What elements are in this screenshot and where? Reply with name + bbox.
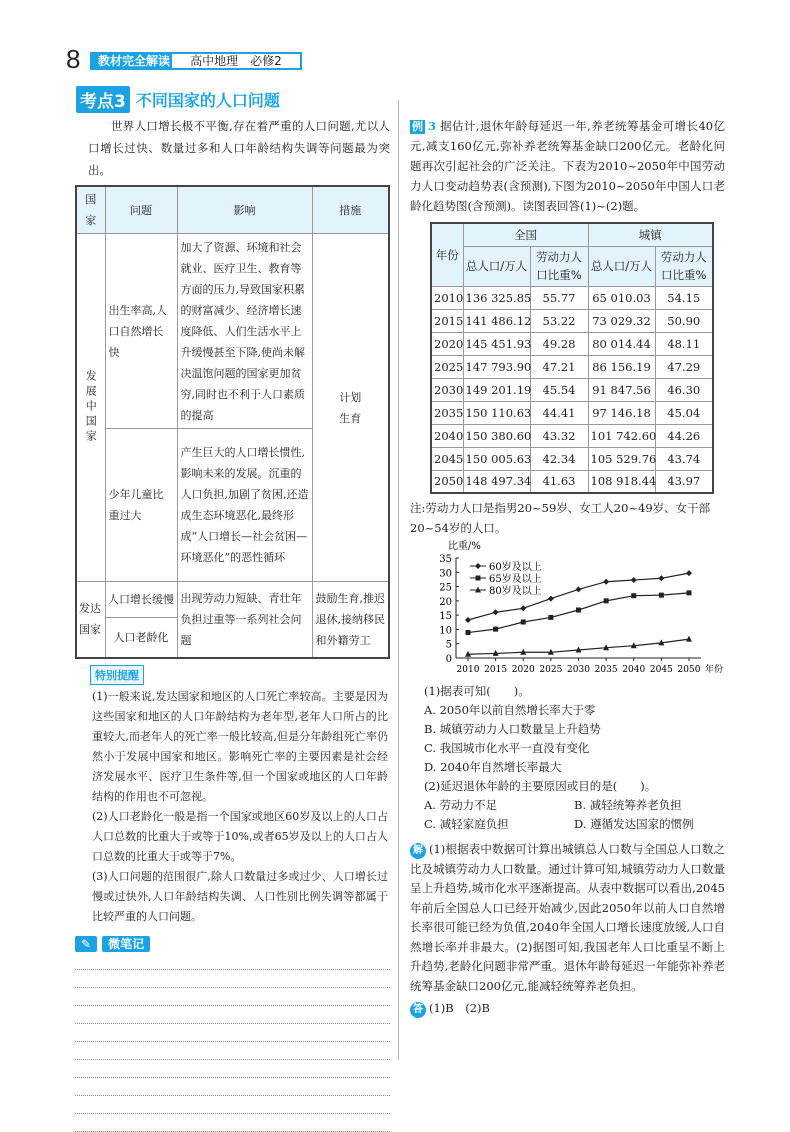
measure-cell: 计划生育 — [312, 234, 389, 582]
legend-marker — [476, 576, 481, 581]
book-name: 高中地理 必修2 — [190, 54, 282, 68]
table-row — [431, 447, 713, 470]
y-tick-label: 15 — [439, 611, 452, 623]
note-line — [75, 1006, 390, 1024]
option: A. 劳动力不足 — [424, 798, 498, 812]
table-cell: 136 325.85 — [463, 286, 530, 309]
y-tick-label: 30 — [439, 568, 452, 580]
table-cell: 2035 — [431, 401, 463, 424]
answer-tag: 答 — [410, 1002, 426, 1018]
data-point — [521, 620, 526, 625]
note-line — [75, 1078, 390, 1096]
table-cell: 2045 — [431, 447, 463, 470]
table-cell: 150 110.63 — [463, 401, 530, 424]
y-tick-label: 5 — [445, 639, 452, 651]
pencil-icon: ✎ — [75, 936, 97, 952]
note-line — [75, 1042, 390, 1060]
option: B. 城镇劳动力人口数量呈上升趋势 — [424, 722, 601, 736]
col-header: 问题 — [105, 186, 177, 234]
left-column — [75, 115, 390, 1132]
country-type: 发达国家 — [79, 602, 101, 637]
table-cell: 2015 — [431, 309, 463, 332]
table-cell: 55.77 — [530, 286, 588, 309]
table-cell: 2010 — [431, 286, 463, 309]
table-cell: 43.74 — [655, 447, 713, 470]
example-question — [410, 116, 725, 216]
x-tick-label: 2010 — [456, 665, 480, 675]
note-lines — [75, 952, 390, 1132]
question-2: (2)延迟退休年龄的主要原因或目的是( )。 — [424, 779, 657, 793]
x-tick-label: 2050 — [677, 665, 701, 675]
table-cell: 44.26 — [655, 424, 713, 447]
table-cell: 141 486.12 — [463, 309, 530, 332]
note-line — [75, 952, 390, 970]
data-point — [466, 630, 471, 635]
x-tick-label: 2040 — [622, 665, 646, 675]
tip-item: (1)一般来说,发达国家和地区的人口死亡率较高。主要是因为这些国家和地区的人口年龄结构为老年型,老年人口所占的比重较大,而老年人的死亡率一般比较高,但是分年龄组死亡率仍然小于发展中国家和地区。影响死亡率的主要因素是社会经济发展水平、医疗卫生条件等,但一个国家或地区的人口年龄结构的作用也不可忽视。 — [92, 689, 388, 803]
note-line — [75, 1024, 390, 1042]
col-header: 总人口/万人 — [588, 246, 655, 286]
data-point — [604, 598, 609, 603]
note-line — [75, 1096, 390, 1114]
table-row — [431, 401, 713, 424]
data-point — [631, 577, 637, 583]
data-point — [686, 636, 692, 642]
measure-cell: 鼓励生育,推迟退休,接纳移民和外籍劳工 — [312, 582, 389, 658]
x-tick-label: 2035 — [594, 665, 618, 675]
problem-cell: 出生率高,人口自然增长快 — [105, 234, 177, 429]
table-cell: 145 451.93 — [463, 332, 530, 355]
data-point — [603, 579, 609, 585]
table-cell: 108 918.44 — [588, 470, 655, 493]
table-cell: 45.04 — [655, 401, 713, 424]
x-axis-label: 年份 — [705, 665, 724, 675]
x-tick-label: 2015 — [484, 665, 508, 675]
data-point — [465, 617, 471, 623]
y-tick-label: 0 — [445, 654, 452, 665]
option: D. 遵循发达国家的惯例 — [574, 817, 694, 831]
section-title: 不同国家的人口问题 — [135, 91, 280, 110]
data-point — [576, 586, 582, 592]
table-cell: 97 146.18 — [588, 401, 655, 424]
right-column — [410, 116, 725, 1018]
col-header: 全国 — [463, 223, 588, 246]
question-1: (1)据表可知( )。 — [424, 684, 530, 698]
tip-item: (2)人口老龄化一般是指一个国家或地区60岁及以上的人口占人口总数的比重大于或等于10%,或者65岁及以上的人口占人口总数的比重大于或等于7%。 — [92, 809, 388, 863]
legend-label: 65岁及以上 — [489, 574, 542, 585]
table-cell: 147 793.90 — [463, 355, 530, 378]
section-heading — [76, 86, 280, 113]
table-row — [431, 470, 713, 493]
col-header: 国家 — [76, 186, 105, 234]
table-cell: 65 010.03 — [588, 286, 655, 309]
table-cell: 80 014.44 — [588, 332, 655, 355]
series-line — [468, 593, 689, 633]
solution — [410, 840, 725, 996]
table-row — [431, 286, 713, 309]
legend-label: 80岁及以上 — [489, 586, 542, 597]
table-cell: 54.15 — [655, 286, 713, 309]
table-cell: 47.21 — [530, 355, 588, 378]
data-point — [493, 609, 499, 615]
note-line — [75, 988, 390, 1006]
legend-marker — [475, 563, 481, 569]
y-tick-label: 20 — [439, 596, 452, 608]
table-cell: 91 847.56 — [588, 378, 655, 401]
legend-label: 60岁及以上 — [489, 562, 542, 573]
table-cell: 150 380.60 — [463, 424, 530, 447]
table-cell: 150 005.63 — [463, 447, 530, 470]
solution-tag: 解 — [410, 843, 426, 859]
col-header: 劳动力人口比重% — [530, 246, 588, 286]
col-header: 城镇 — [588, 223, 713, 246]
impact-cell: 加大了资源、环境和社会就业、医疗卫生、教育等方面的压力,导致国家积累的财富减少、经济增长速度降低、人们生活水平上升缓慢甚至下降,使尚未解决温饱问题的国家更加贫穷,同时也不利于人口素质的提高 — [177, 234, 312, 429]
y-tick-label: 10 — [439, 625, 452, 637]
table-cell: 45.54 — [530, 378, 588, 401]
impact-cell: 出现劳动力短缺、青壮年负担过重等一系列社会问题 — [177, 582, 312, 658]
table-cell: 49.28 — [530, 332, 588, 355]
data-point — [687, 590, 692, 595]
impact-cell: 产生巨大的人口增长惯性,影响未来的发展。沉重的人口负担,加剧了贫困,还造成生态环境恶化,最终形成“人口增长—社会贫困—环境恶化”的恶性循环 — [177, 429, 312, 582]
notes-label: 微笔记 — [102, 936, 150, 952]
table-cell: 44.41 — [530, 401, 588, 424]
answer-text: (1)B (2)B — [429, 1001, 490, 1015]
table-row — [431, 332, 713, 355]
problem-cell: 少年儿童比重过大 — [105, 429, 177, 582]
page-number: 8 — [66, 44, 81, 74]
data-point — [631, 593, 636, 598]
col-header: 措施 — [312, 186, 389, 234]
data-point — [659, 593, 664, 598]
table-cell: 41.63 — [530, 470, 588, 493]
table-cell: 149 201.19 — [463, 378, 530, 401]
note-line — [75, 970, 390, 988]
y-tick-label: 35 — [439, 554, 452, 565]
section-badge: 考点3 — [76, 86, 130, 113]
problem-cell: 人口增长缓慢 — [105, 582, 177, 618]
table-cell: 43.32 — [530, 424, 588, 447]
y-tick-label: 25 — [439, 582, 452, 594]
tip-item: (3)人口问题的范围很广,除人口数量过多或过少、人口增长过慢或过快外,人口年龄结构失调、人口性别比例失调等都属于比较严重的人口问题。 — [92, 869, 388, 923]
table-cell: 43.97 — [655, 470, 713, 493]
table-cell: 101 742.60 — [588, 424, 655, 447]
data-point — [576, 608, 581, 613]
col-header: 影响 — [177, 186, 312, 234]
note-line — [75, 1060, 390, 1078]
example-tag: 例 — [412, 120, 423, 133]
example-text: 据估计,退休年龄每延迟一年,养老统筹基金可增长40亿元,减支160亿元,弥补养老统筹基金缺口200亿元。老龄化问题再次引起社会的广泛关注。下表为2010~2050年中国劳动力人口变动趋势表(含预测),下图为2010~2050年中国人口老龄化趋势图(含预测)。读图表回答(1)~(2)题。 — [410, 119, 725, 213]
col-header: 年份 — [431, 223, 463, 286]
table-row — [431, 378, 713, 401]
data-point — [548, 596, 554, 602]
notes-heading — [75, 933, 390, 952]
table-cell: 42.34 — [530, 447, 588, 470]
table-cell: 46.30 — [655, 378, 713, 401]
example-number: 3 — [428, 119, 437, 133]
tips-list — [92, 687, 388, 927]
data-point — [548, 615, 553, 620]
table-cell: 86 156.19 — [588, 355, 655, 378]
questions — [424, 682, 724, 834]
column-divider — [398, 100, 399, 1060]
tips-label: 特别提醒 — [90, 665, 144, 685]
option: C. 我国城市化水平一直没有变化 — [424, 741, 590, 755]
col-header: 劳动力人口比重% — [655, 246, 713, 286]
table-cell: 2020 — [431, 332, 463, 355]
x-tick-label: 2025 — [539, 665, 563, 675]
x-tick-label: 2020 — [511, 665, 535, 675]
data-point — [658, 575, 664, 581]
table-row — [431, 424, 713, 447]
table-cell: 53.22 — [530, 309, 588, 332]
series-name: 教材完全解读 — [92, 54, 172, 68]
table-row — [431, 309, 713, 332]
x-tick-label: 2045 — [649, 665, 673, 675]
problem-cell: 人口老龄化 — [105, 618, 177, 658]
data-point — [686, 570, 692, 576]
table-cell: 148 497.34 — [463, 470, 530, 493]
option: A. 2050年以前自然增长率大于零 — [424, 703, 596, 717]
country-type: 发展中国家 — [84, 370, 98, 445]
y-axis-label: 比重/% — [448, 541, 481, 552]
solution-text: (1)根据表中数据可计算出城镇总人口数与全国总人口数之比及城镇劳动力人口数量。通过计算可知,城镇劳动力人口数量呈上升趋势,城市化水平逐渐提高。从表中数据可以看出,2045年前后全国总人口已经开始减少,因此2050年以前人口自然增长率很可能已经为负值,2040年全国人口增长速度放缓,人口自然增长率并非最大。(2)据图可知,我国老年人口比重呈不断上升趋势,老龄化问题非常严重。退休年龄每延迟一年能弥补养老统筹基金缺口200亿元,能减轻统筹养老负担。 — [410, 842, 725, 993]
table-cell: 2040 — [431, 424, 463, 447]
option: C. 减轻家庭负担 — [424, 817, 509, 831]
table-cell: 105 529.76 — [588, 447, 655, 470]
table-cell: 73 029.32 — [588, 309, 655, 332]
aging-trend-chart — [414, 540, 724, 682]
table-cell: 2025 — [431, 355, 463, 378]
table-cell: 2050 — [431, 470, 463, 493]
labor-population-table — [430, 222, 714, 494]
table-cell: 50.90 — [655, 309, 713, 332]
running-header — [90, 52, 302, 70]
option: D. 2040年自然增长率最大 — [424, 760, 562, 774]
x-tick-label: 2030 — [567, 665, 590, 675]
table-note: 注:劳动力人口是指男20~59岁、女工人20~49岁、女干部20~54岁的人口。 — [410, 501, 711, 535]
note-line — [75, 1114, 390, 1132]
table-row — [431, 355, 713, 378]
table-cell: 2030 — [431, 378, 463, 401]
option: B. 减轻统筹养老负担 — [574, 798, 682, 812]
table-cell: 48.11 — [655, 332, 713, 355]
answer — [410, 1000, 725, 1018]
data-point — [520, 605, 526, 611]
population-problems-table — [75, 185, 390, 659]
section-intro: 世界人口增长极不平衡,存在着严重的人口问题,尤以人口增长过快、数量过多和人口年龄结构失调等问题最为突出。 — [88, 119, 390, 177]
table-cell: 47.29 — [655, 355, 713, 378]
data-point — [493, 627, 498, 632]
col-header: 总人口/万人 — [463, 246, 530, 286]
